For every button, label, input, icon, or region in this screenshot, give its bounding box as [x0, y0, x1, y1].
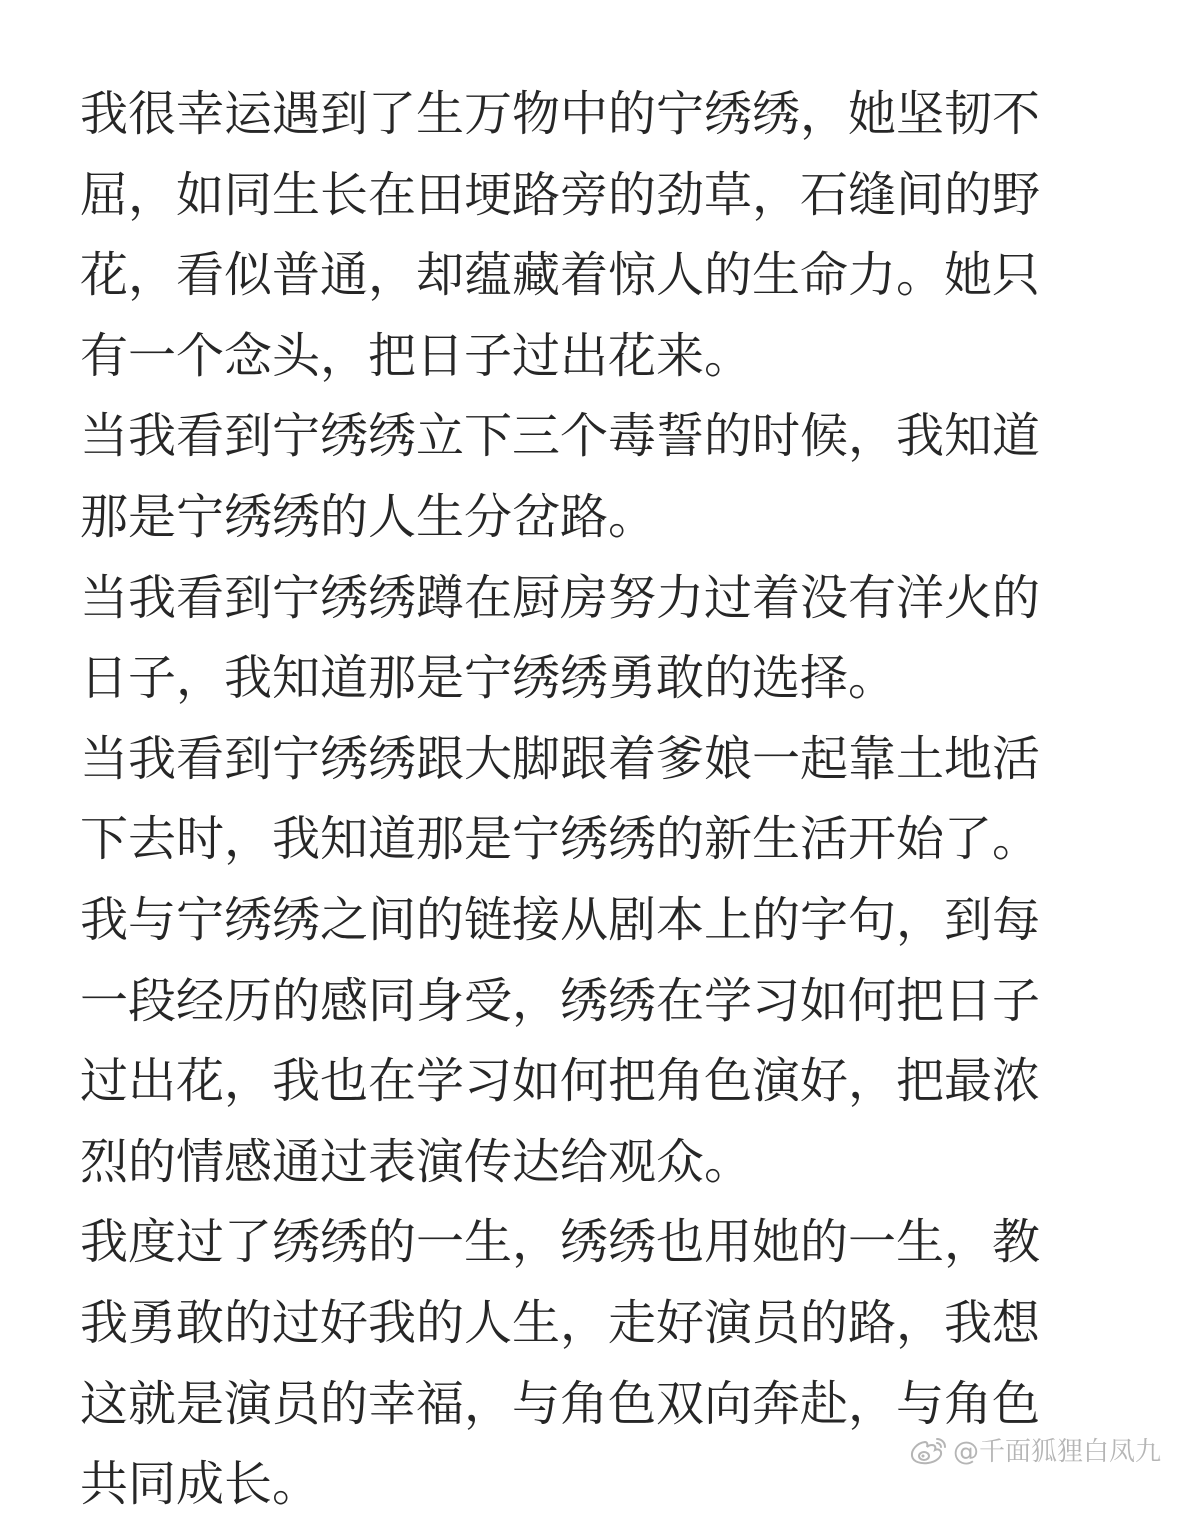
text-line: 有一个念头，把日子过出花来。 [80, 327, 753, 384]
text-line: 我度过了绣绣的一生，绣绣也用她的一生，教 [80, 1214, 1041, 1271]
text-line: 那是宁绣绣的人生分岔路。 [80, 488, 657, 545]
text-line: 屈，如同生长在田埂路旁的劲草，石缝间的野 [80, 166, 1041, 223]
text-line: 我很幸运遇到了生万物中的宁绣绣，她坚韧不 [80, 86, 1041, 142]
text-line: 烈的情感通过表演传达给观众。 [80, 1133, 753, 1190]
text-line: 我勇敢的过好我的人生，走好演员的路，我想 [80, 1294, 1041, 1351]
text-line: 当我看到宁绣绣蹲在厨房努力过着没有洋火的 [80, 569, 1041, 626]
text-line: 日子，我知道那是宁绣绣勇敢的选择。 [80, 650, 897, 707]
watermark [909, 1431, 1161, 1468]
text-line: 共同成长。 [80, 1456, 321, 1513]
watermark-text: @千面狐狸白凤九 [952, 1437, 1161, 1467]
weibo-icon [909, 1434, 949, 1466]
text-line: 我与宁绣绣之间的链接从剧本上的字句，到每 [80, 891, 1041, 948]
text-line: 花，看似普通，却蕴藏着惊人的生命力。她只 [80, 247, 1041, 304]
article-text [80, 74, 1100, 1525]
text-line: 这就是演员的幸福，与角色双向奔赴，与角色 [80, 1375, 1041, 1432]
text-line: 当我看到宁绣绣跟大脚跟着爹娘一起靠土地活 [80, 730, 1041, 787]
text-line: 下去时，我知道那是宁绣绣的新生活开始了。 [80, 811, 1041, 868]
text-line: 一段经历的感同身受，绣绣在学习如何把日子 [80, 972, 1041, 1029]
text-line: 当我看到宁绣绣立下三个毒誓的时候，我知道 [80, 408, 1041, 465]
text-line: 过出花，我也在学习如何把角色演好，把最浓 [80, 1053, 1041, 1110]
